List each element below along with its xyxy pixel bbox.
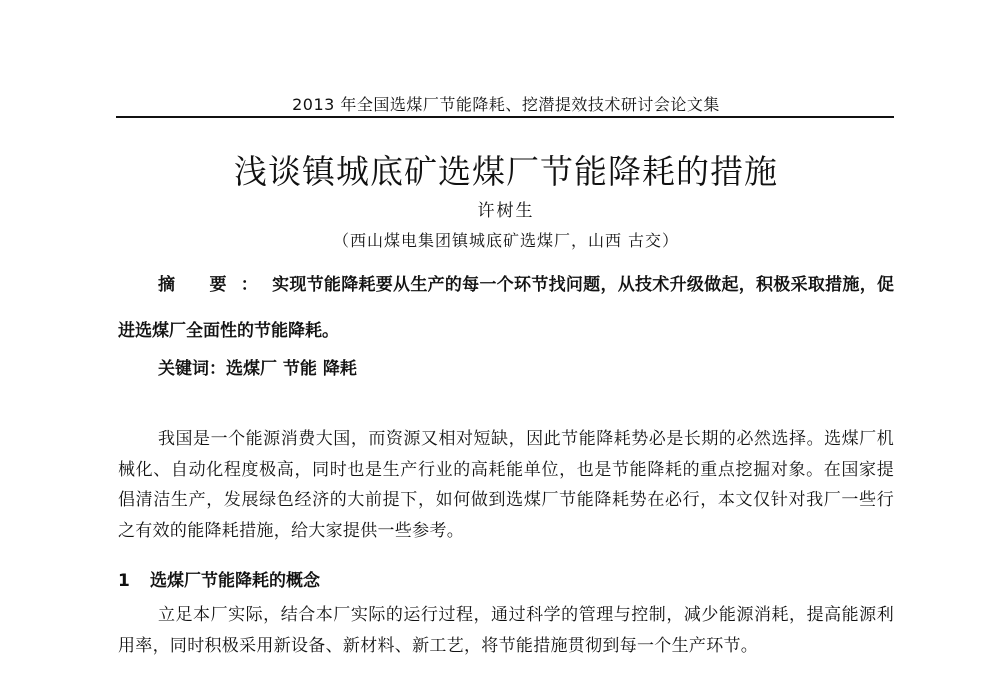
section-paragraph: 立足本厂实际，结合本厂实际的运行过程，通过科学的管理与控制，减少能源消耗，提高能源利用率，同时积极采用新设备、新材料、新工艺，将节能措施贯彻到每一个生产环节。: [118, 605, 894, 656]
author-name: 许树生: [477, 201, 535, 221]
author-affiliation: （西山煤电集团镇城底矿选煤厂，山西 古交）: [332, 231, 680, 250]
abstract-label: 摘 要：: [158, 275, 273, 295]
header-rule: [116, 116, 894, 118]
paper-title: 浅谈镇城底矿选煤厂节能降耗的措施: [234, 152, 778, 191]
abstract-text: 实现节能降耗要从生产的每一个环节找问题，从技术升级做起，积极采取措施，促进选煤厂全面性的节能降耗。: [118, 275, 895, 341]
keywords-text: 选煤厂 节能 降耗: [226, 359, 357, 379]
running-header: 2013 年全国选煤厂节能降耗、挖潜提效技术研讨会论文集: [292, 95, 720, 114]
section-title: 选煤厂节能降耗的概念: [150, 571, 320, 591]
abstract: [118, 262, 894, 354]
keywords: [158, 354, 894, 379]
section-number: 1: [118, 571, 130, 591]
section-heading: [118, 566, 894, 591]
intro-paragraph: 我国是一个能源消费大国，而资源又相对短缺，因此节能降耗势必是长期的必然选择。选煤厂机械化、自动化程度极高，同时也是生产行业的高耗能单位，也是节能降耗的重点挖掘对象。在国家提倡清洁生产，发展绿色经济的大前提下，如何做到选煤厂节能降耗势在必行，本文仅针对我厂一些行之有效的能降耗措施，给大家提供一些参考。: [118, 429, 894, 541]
keywords-label: 关键词：: [158, 359, 226, 379]
